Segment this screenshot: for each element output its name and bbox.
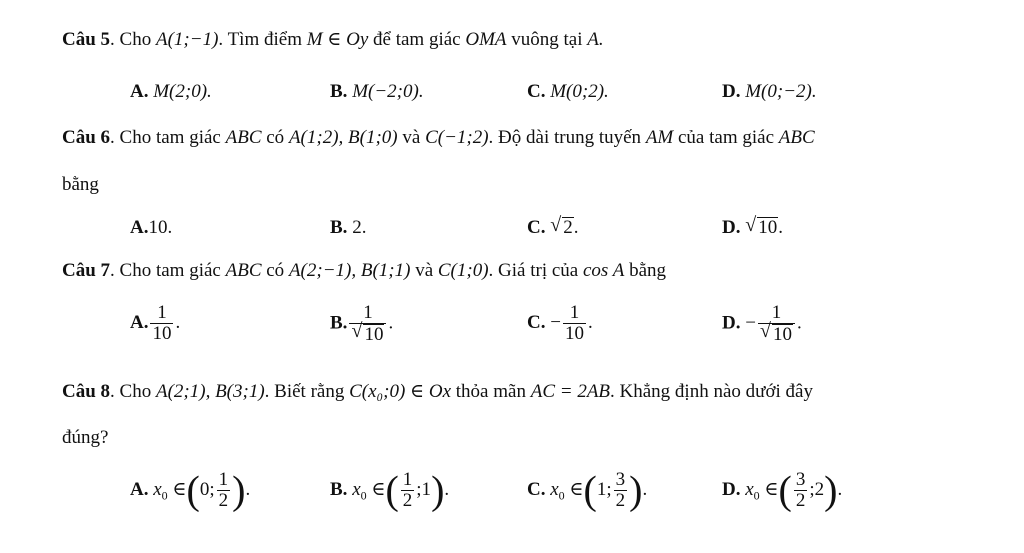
option-value: 10. — [148, 217, 173, 238]
option-d[interactable]: D. − 1 √ 10 . — [722, 302, 802, 345]
text: . Khẳng định nào dưới đây — [610, 381, 813, 402]
numerator: 3 — [615, 469, 626, 490]
numerator: 1 — [218, 469, 229, 490]
option-label: C. — [527, 81, 546, 102]
denominator: 2 — [402, 490, 413, 511]
sqrt: √ 10 — [745, 214, 778, 238]
numerator: 1 — [771, 302, 782, 323]
fraction — [401, 470, 415, 511]
math: C(1;0) — [437, 260, 489, 281]
sqrt: √ 2 — [550, 214, 573, 238]
text: . Độ dài trung tuyến — [488, 127, 646, 148]
element-of: ∈ — [172, 478, 187, 500]
math: A(2;−1), B(1;1) — [288, 260, 411, 281]
right: ;2 — [809, 478, 825, 500]
fraction — [150, 303, 173, 344]
math: AM — [645, 127, 674, 148]
numerator: 1 — [363, 302, 373, 323]
question-label: Câu 6 — [62, 127, 111, 148]
fraction — [217, 470, 231, 511]
text: . Cho — [110, 381, 156, 402]
option-label: C. — [527, 311, 546, 333]
question-6-line — [62, 126, 815, 150]
option-label: A. — [130, 311, 149, 333]
left: 0; — [199, 478, 215, 500]
option-a[interactable] — [130, 216, 172, 240]
math: A(2;1), B(3;1) — [155, 381, 265, 402]
option-d[interactable] — [722, 80, 817, 104]
option-label: B. — [330, 217, 348, 238]
sign: − — [745, 312, 756, 334]
element-of: ∈ — [371, 478, 386, 500]
question-8-line — [62, 380, 813, 404]
math: M ∈ Oy — [306, 29, 369, 50]
variable: x — [550, 478, 559, 500]
option-label: A. — [130, 217, 149, 238]
denominator: 10 — [152, 323, 172, 344]
option-label: D. — [722, 81, 741, 102]
option-d[interactable]: D. $x_0$ ∈( $\frac{3}{2}$ ;2). — [722, 467, 843, 513]
suffix: . — [573, 217, 579, 238]
fraction — [349, 303, 386, 345]
text: . Giá trị của — [488, 260, 583, 281]
option-label: B. — [330, 478, 348, 500]
denominator — [349, 320, 386, 345]
option-b[interactable] — [330, 80, 424, 104]
option-b[interactable]: B. 1 √ 10 . — [330, 302, 394, 345]
radicand: 10 — [364, 324, 384, 345]
fraction — [563, 303, 586, 344]
text: và — [410, 260, 438, 281]
sqrt: √ 10 — [759, 320, 792, 345]
variable: x — [745, 478, 754, 500]
text: . Biết rằng — [264, 381, 350, 402]
question-8-line2: đúng? — [62, 427, 109, 448]
sqrt: √ 10 — [351, 320, 384, 345]
option-label: B. — [330, 81, 348, 102]
radicand: 10 — [772, 324, 792, 345]
text: . Cho — [110, 29, 156, 50]
question-6-line2: bằng — [62, 174, 99, 195]
option-b[interactable] — [330, 216, 366, 240]
math: ABC — [225, 127, 262, 148]
sign: − — [550, 311, 561, 333]
math: C(−1;2) — [425, 127, 489, 148]
option-label: A. — [130, 81, 149, 102]
text: có — [261, 260, 289, 281]
option-value: M(−2;0). — [352, 81, 424, 102]
fraction — [758, 303, 795, 345]
radicand: 2 — [563, 217, 573, 238]
suffix: . — [778, 217, 783, 238]
text: để tam giác — [368, 29, 466, 50]
math: ABC — [225, 260, 262, 281]
fraction — [794, 470, 808, 511]
subscript: 0 — [753, 488, 760, 503]
option-label: D. — [722, 312, 741, 334]
math: ABC — [778, 127, 815, 148]
option-c[interactable] — [527, 80, 609, 104]
fraction — [614, 470, 628, 511]
left: 1; — [596, 478, 612, 500]
option-a[interactable]: A. $\frac{1}{10}$ . — [130, 302, 181, 344]
option-value: 2. — [352, 217, 367, 238]
numerator: 1 — [569, 302, 580, 323]
denominator: 2 — [795, 490, 806, 511]
right: ;1 — [416, 478, 432, 500]
text: vuông tại — [506, 29, 588, 50]
denominator: 10 — [564, 323, 584, 344]
denominator: 2 — [218, 490, 229, 511]
text: và — [397, 127, 426, 148]
denominator: 2 — [615, 490, 626, 511]
option-c[interactable]: C. $x_0$ ∈(1; $\frac{3}{2}$ ). — [527, 467, 648, 513]
option-value: M(0;2). — [550, 81, 609, 102]
question-label: Câu 7 — [62, 260, 111, 281]
question-5-line — [62, 28, 604, 52]
option-label: B. — [330, 312, 348, 334]
option-label: A. — [130, 478, 149, 500]
element-of: ∈ — [569, 478, 584, 500]
numerator: 1 — [402, 469, 413, 490]
question-label: Câu 8 — [62, 381, 111, 402]
option-label: D. — [722, 217, 741, 238]
option-label: C. — [527, 217, 546, 238]
element-of: ∈ — [764, 478, 779, 500]
question-7-line — [62, 259, 666, 283]
option-c[interactable] — [527, 216, 578, 240]
variable: x — [352, 478, 361, 500]
math: C(x₀;0) ∈ Ox — [349, 381, 452, 402]
math: A(1;−1) — [155, 29, 219, 50]
radicand: 10 — [758, 217, 778, 238]
subscript: 0 — [360, 488, 367, 503]
question-label: Câu 5 — [62, 29, 111, 50]
text: . Cho tam giác — [110, 260, 226, 281]
variable: x — [153, 478, 162, 500]
text: . Tìm điểm — [218, 29, 307, 50]
subscript: 0 — [558, 488, 565, 503]
math: cos A — [582, 260, 625, 281]
math: A(1;2), B(1;0) — [288, 127, 398, 148]
text: có — [261, 127, 289, 148]
option-a[interactable]: A. $x_0$ ∈(0; $\frac{1}{2}$ ). — [130, 467, 251, 513]
option-value: M(0;−2). — [745, 81, 817, 102]
math: OMA — [465, 29, 507, 50]
option-label: C. — [527, 478, 546, 500]
math: A. — [587, 29, 604, 50]
numerator: 1 — [157, 302, 167, 323]
math: AC = 2AB — [530, 381, 611, 402]
option-a[interactable] — [130, 80, 212, 104]
text: bằng — [624, 260, 666, 281]
option-d[interactable] — [722, 216, 783, 240]
text: thỏa mãn — [451, 381, 531, 402]
option-label: D. — [722, 478, 741, 500]
denominator — [758, 320, 795, 345]
numerator: 3 — [795, 469, 806, 490]
subscript: 0 — [161, 488, 168, 503]
option-c[interactable]: C. − $\frac{1}{10}$ . — [527, 302, 593, 344]
text: của tam giác — [673, 127, 779, 148]
text: . Cho tam giác — [110, 127, 226, 148]
option-value: M(2;0). — [153, 81, 212, 102]
option-b[interactable]: B. $x_0$ ∈( $\frac{1}{2}$ ;1). — [330, 467, 450, 513]
